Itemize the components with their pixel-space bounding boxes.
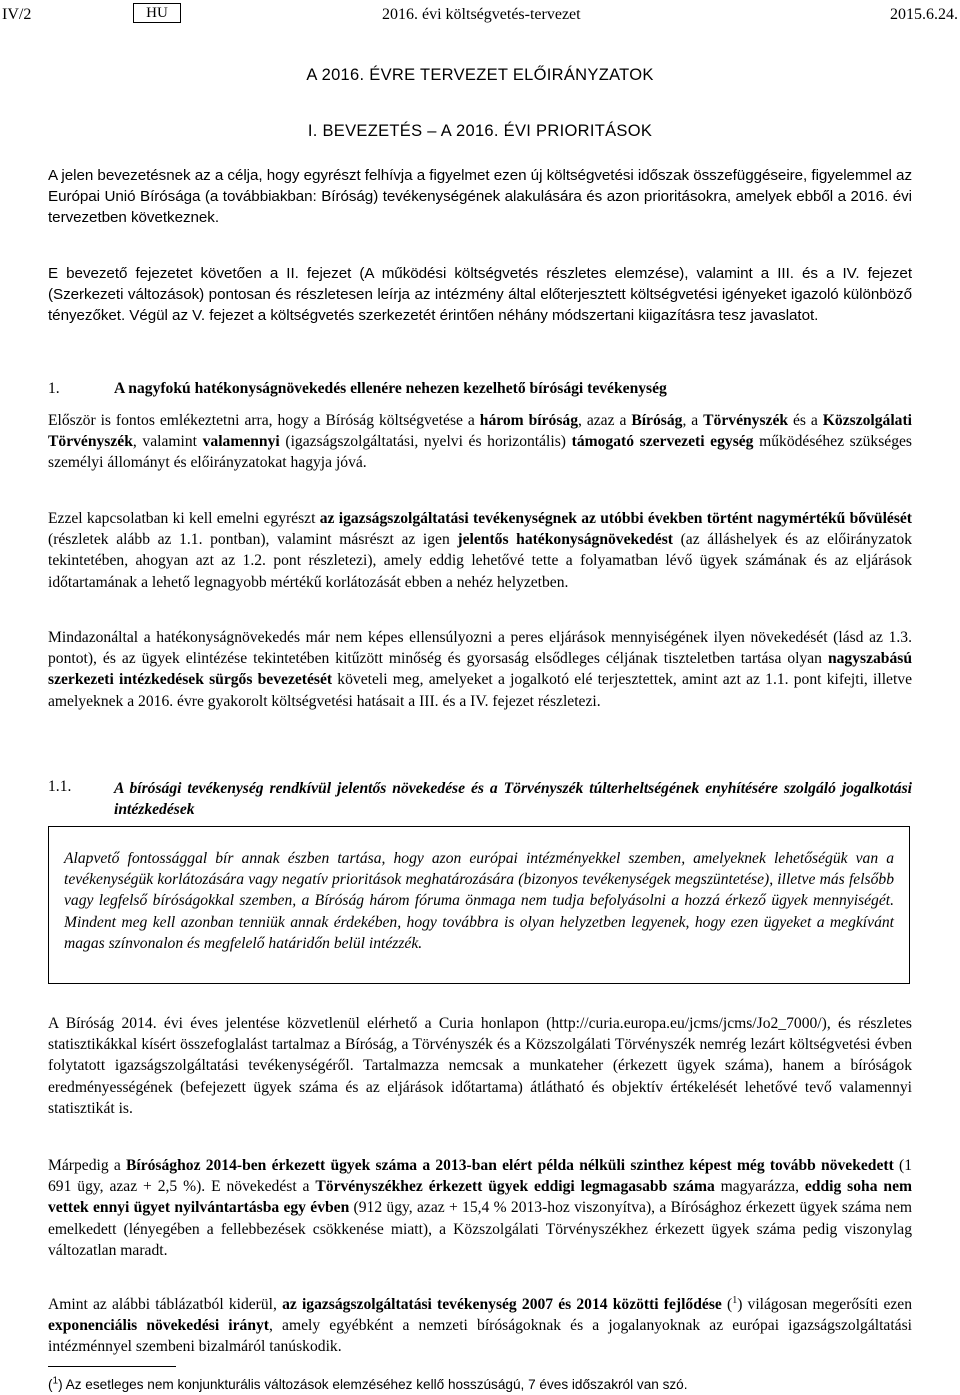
subsection-number: 1.1. [48, 778, 72, 795]
subsection-paragraph-1: A Bíróság 2014. évi éves jelentése közvetlenül elérhető a Curia honlapon (http://curia.europa.eu/jcms/jcms/Jo2_7000/), és részletes statisztikákkal kísért összefoglalást tartalmaz a Bíróság, a Törvényszék és a Közszolgálati Törvényszék nemrég lezárt költségvetési évben folytatott igazságszolgáltatási tevékenységéről. Tartalmazza nemcsak a munkateher (érkezett ügyek száma), hanem a bíróságok eredményességének (befejezett ügyek száma és az eljárások időtartama) átlátható és objektív értékelését lehetővé tevő valamennyi statisztikát is. [48, 1015, 912, 1117]
document-title: 2016. évi költségvetés-tervezet [382, 6, 581, 23]
page-header [0, 6, 960, 30]
section-reference: IV/2 [2, 6, 32, 23]
footnote: ($^1$) Az esetleges nem konjunkturális változások elemzéséhez kellő hosszúságú, 7 éves időszakról van szó. [48, 1375, 688, 1392]
section1-paragraph-2: Ezzel kapcsolatban ki kell emelni egyrészt az igazságszolgáltatási tevékenységnek az utóbbi években történt nagymértékű bővülését (részletek alább az 1.1. pontban), valamint másrészt az igen jelentős hatékonyságnövekedést (az álláshelyek és az előirányzatok tekintetében, ahogyan azt az 1.2. pont részletezi), amely eddig lehetővé tette a folyamatban lévő ügyek számának és az eljárások időtartamának a lehető legnagyobb mértékű korlátozását ebben a nehéz helyzetben. [48, 510, 913, 591]
footnote-text: Az esetleges nem konjunkturális változások elemzéséhez kellő hosszúságú, 7 éves időszakról van szó. [65, 1377, 688, 1392]
section1-paragraph-3: Mindazonáltal a hatékonyságnövekedés már nem képes ellensúlyozni a peres eljárások mennyiségének ilyen növekedését (lásd az 1.3. pontot), és az ügyek elintézése tekintetében kitűzött minőség és gyorsaság elsődleges céljának tiszteletben tartása olyan nagyszabású szerkezeti intézkedések sürgős bevezetését követeli meg, amelyeket a jogalkotó elé terjesztettek, amint azt az 1.1. pont kifejti, illetve amelyeknek a 2016. évre gyakorolt költségvetési hatásait a III. és a IV. fejezet részletezi. [48, 629, 913, 710]
subsection-paragraph-3: Amint az alábbi táblázatból kiderül, az igazságszolgáltatási tevékenység 2007 és 2014 közötti fejlődése ($^1$) világosan megerősíti ezen exponenciális növekedési irányt, amely egyébként a nemzeti bíróságoknak és a jogalanyoknak az európai igazságszolgáltatási intézménnyel szembeni bizalmáról tanúskodik. [48, 1294, 913, 1356]
subsection-paragraph-2: Márpedig a Bírósághoz 2014-ben érkezett ügyek száma a 2013-ban elért példa nélküli szinthez képest még tovább növekedett (1 691 ügy, azaz + 2,5 %). E növekedést a Törvényszékhez érkezett ügyek eddigi legmagasabb száma magyarázza, eddig soha nem vettek ennyi ügyet nyilvántartásba egy évben (912 ügy, azaz + 15,4 % 2013-hoz viszonyítva), a Bírósághoz érkezett ügyek száma nem emelkedett (lényegében a fellebbezések csökkenése miatt), a Közszolgálati Törvényszékhez érkezett ügyek száma pedig viszonylag változatlan maradt. [48, 1157, 913, 1259]
section-number: 1. [48, 380, 60, 397]
intro-paragraph-2: E bevezető fejezetet követően a II. fejezet (A működési költségvetés részletes elemzése), valamint a III. és a IV. fejezet (Szerkezeti változások) pontosan és részletesen leírja az intézmény által előterjesztett költségvetési igényeket igazoló különböző tényezőket. Végül az V. fejezet a költségvetés szerkezetét érintően néhány módszertani kiigazításra tesz javaslatot. [48, 265, 912, 325]
highlight-box-text: Alapvető fontossággal bír annak észben tartása, hogy azon európai intézményekkel szemben, amelyeknek lehetőségük van a tevékenységük korlátozására vagy negatív prioritások meghatározására (bizonyos tevékenységek megszüntetése), illetve más felsőbb vagy legfelső bíróságokkal szemben, a Bíróság három fóruma önmaga nem tudja befolyásolni a hozzá érkező ügyek mennyiségét. Mindent meg kell azonban tenniük annak érdekében, hogy továbbra is olyan helyzetben legyenek, hogy ezen ügyeket a megkívánt magas színvonalon és megfelelő határidőn belül intézzék. [64, 850, 894, 952]
subsection-heading: A bírósági tevékenység rendkívül jelentős növekedése és a Törvényszék túlterheltségének enyhítésére szolgáló jogalkotási intézkedések [114, 780, 912, 819]
highlight-box [48, 826, 910, 984]
footnote-separator [48, 1366, 176, 1367]
footnote-reference[interactable]: 1 [732, 1294, 738, 1306]
main-title: A 2016. ÉVRE TERVEZET ELŐIRÁNYZATOK [306, 66, 654, 84]
document-date: 2015.6.24. [890, 6, 958, 23]
section-heading: A nagyfokú hatékonyságnövekedés ellenére nehezen kezelhető bírósági tevékenység [114, 380, 667, 397]
section1-paragraph-1: Először is fontos emlékeztetni arra, hogy a Bíróság költségvetése a három bíróság, azaz a Bíróság, a Törvényszék és a Közszolgálati Törvényszék, valamint valamennyi (igazságszolgáltatási, nyelvi és horizontális) támogató szervezeti egység működéséhez szükséges személyi állományt és előirányzatokat hagyja jóvá. [48, 412, 912, 472]
language-code-box: HU [133, 3, 181, 23]
footnote-number: 1 [52, 1375, 59, 1387]
intro-paragraph-1: A jelen bevezetésnek az a célja, hogy egyrészt felhívja a figyelmet ezen új költségvetési időszak összefüggéseire, figyelemmel az Európai Unió Bírósága (a továbbiakban: Bíróság) tevékenységének alakulására és azon prioritásokra, amelyek ebből a 2016. évi tervezetben következnek. [48, 167, 912, 227]
chapter-title: I. BEVEZETÉS – A 2016. ÉVI PRIORITÁSOK [307, 122, 653, 140]
